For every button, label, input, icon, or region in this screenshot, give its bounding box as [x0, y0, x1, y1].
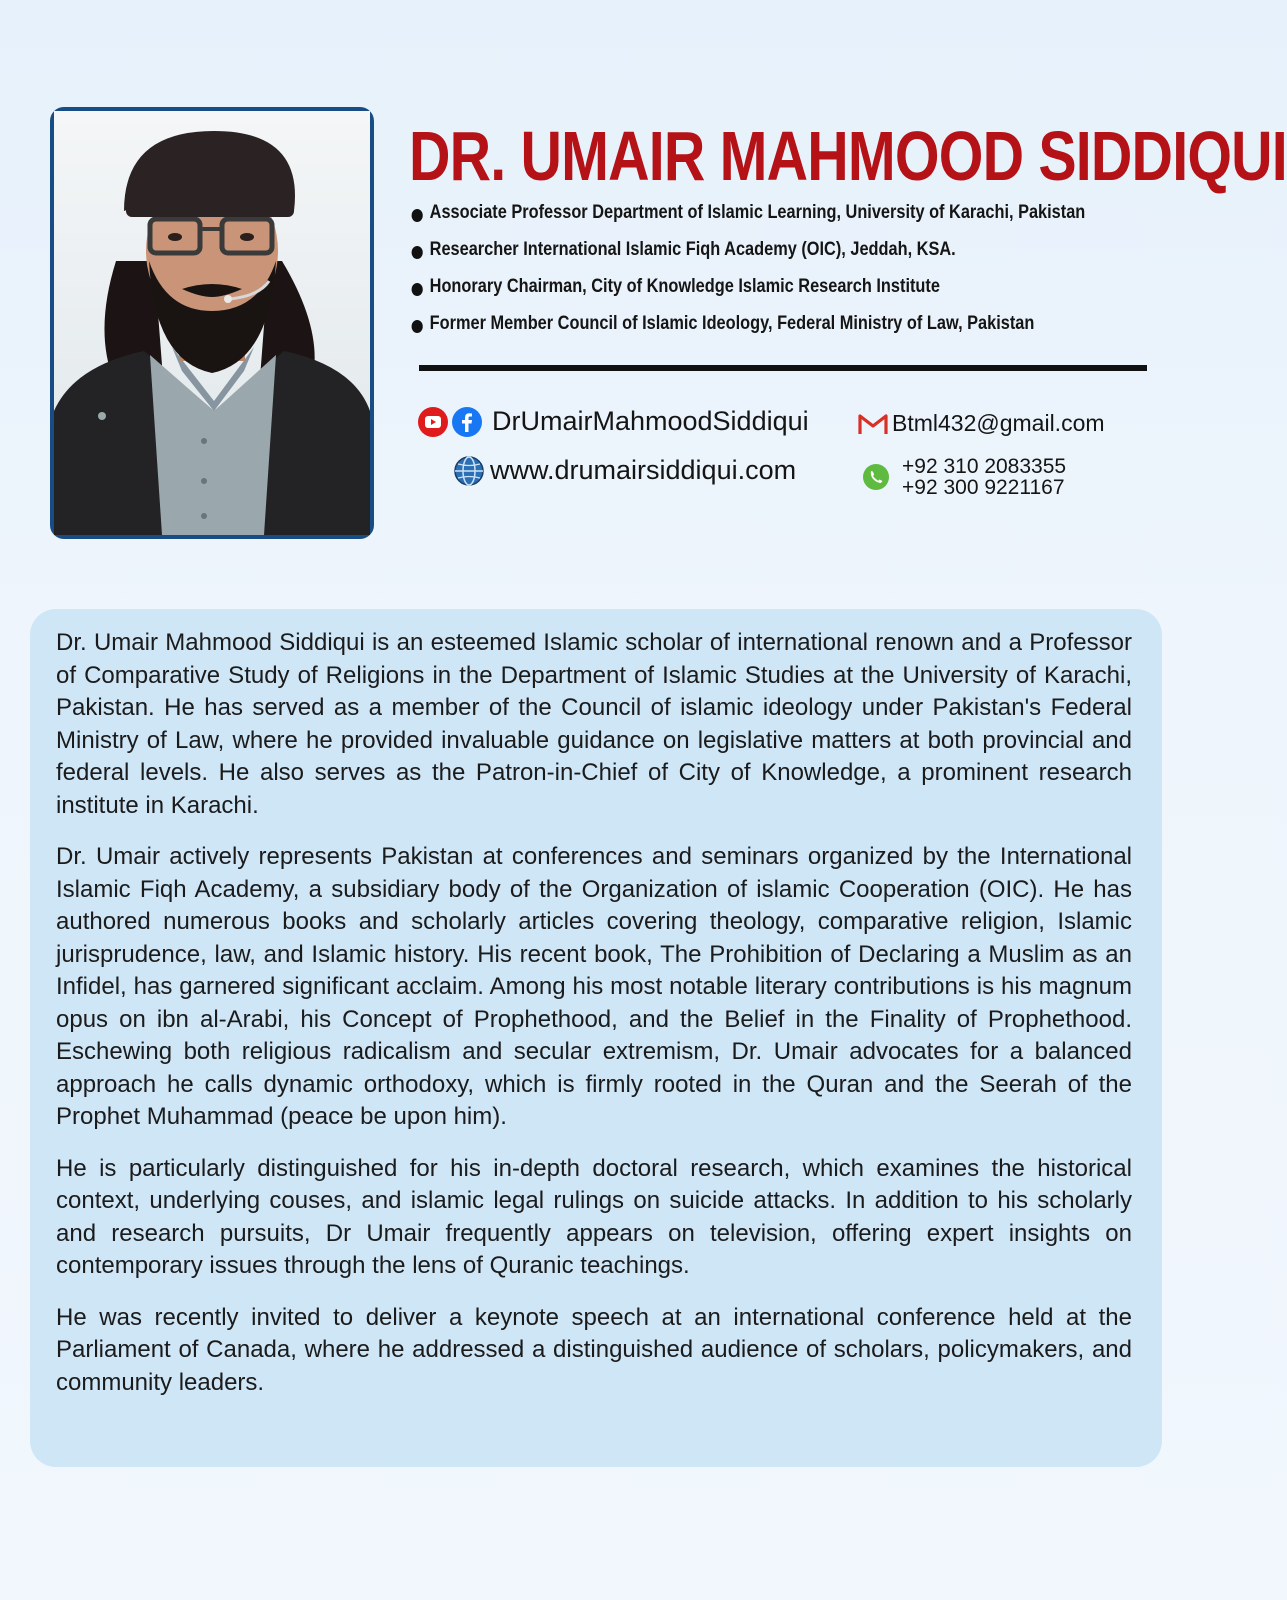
title-item: Associate Professor Department of Islamic Learning, University of Karachi, Pakistan	[409, 198, 1088, 235]
titles-list	[409, 198, 1199, 346]
website-link[interactable]: www.drumairsiddiqui.com	[490, 455, 797, 485]
title-item: Researcher International Islamic Fiqh Academy (OIC), Jeddah, KSA.	[409, 235, 1088, 272]
bio-paragraph: He is particularly distinguished for his in-depth doctoral research, which examines the historical context, underlying couses, and islamic legal rulings on suicide attacks. In addition to his scholarly and research pursuits, Dr Umair frequently appears on television, offering expert insights on contemporary issues through the lens of Quranic teachings.	[56, 1154, 1132, 1279]
title-item: Former Member Council of Islamic Ideology, Federal Ministry of Law, Pakistan	[409, 309, 1088, 346]
portrait-illustration	[54, 111, 370, 535]
website-contact[interactable]	[454, 455, 796, 486]
phone-number[interactable]: +92 310 2083355	[902, 455, 1067, 478]
youtube-icon[interactable]	[418, 407, 448, 437]
person-name: DR. UMAIR MAHMOOD SIDDIQUI	[409, 117, 1287, 195]
phone-contact[interactable]	[862, 456, 1066, 498]
phone-number[interactable]: +92 300 9221167	[902, 476, 1065, 499]
social-contact[interactable]	[418, 406, 809, 437]
social-handle[interactable]: DrUmairMahmoodSiddiqui	[492, 406, 809, 436]
globe-icon	[454, 456, 484, 486]
portrait-photo	[50, 107, 374, 539]
gmail-icon	[858, 413, 888, 435]
email-link[interactable]: Btml432@gmail.com	[892, 410, 1105, 436]
bio-paragraph: Dr. Umair Mahmood Siddiqui is an esteemed Islamic scholar of international renown and a Professor of Comparative Study of Religions in the Department of Islamic Studies at the University of Karachi, Pakistan. He has served as a member of the Council of islamic ideology under Pakistan's Federal Ministry of Law, where he provided invaluable guidance on legislative matters at both provincial and federal levels. He also serves as the Patron-in-Chief of City of Knowledge, a prominent research institute in Karachi.	[56, 629, 1132, 819]
bio-paragraph: Dr. Umair actively represents Pakistan at conferences and seminars organized by the International Islamic Fiqh Academy, a subsidiary body of the Organization of islamic Cooperation (OIC). He has authored numerous books and scholarly articles covering theology, comparative religion, Islamic jurisprudence, law, and Islamic history. His recent book, The Prohibition of Declaring a Muslim as an Infidel, has garnered significant acclaim. Among his most notable literary contributions is his magnum opus on ibn al-Arabi, his Concept of Prophethood, and the Belief in the Finality of Prophethood. Eschewing both religious radicalism and secular extremism, Dr. Umair advocates for a balanced approach he calls dynamic orthodoxy, which is firmly rooted in the Quran and the Seerah of the Prophet Muhammad (peace be upon him).	[56, 843, 1132, 1130]
divider	[419, 365, 1147, 371]
bio-paragraph: He was recently invited to deliver a keynote speech at an international conference held at the Parliament of Canada, where he addressed a distinguished audience of scholars, policymakers, and community leaders.	[56, 1303, 1132, 1396]
email-contact[interactable]	[858, 410, 1105, 437]
whatsapp-icon	[862, 463, 890, 491]
facebook-icon[interactable]	[452, 407, 482, 437]
biography-box	[30, 609, 1162, 1467]
title-item: Honorary Chairman, City of Knowledge Islamic Research Institute	[409, 272, 1088, 309]
phone-numbers	[902, 456, 1066, 498]
